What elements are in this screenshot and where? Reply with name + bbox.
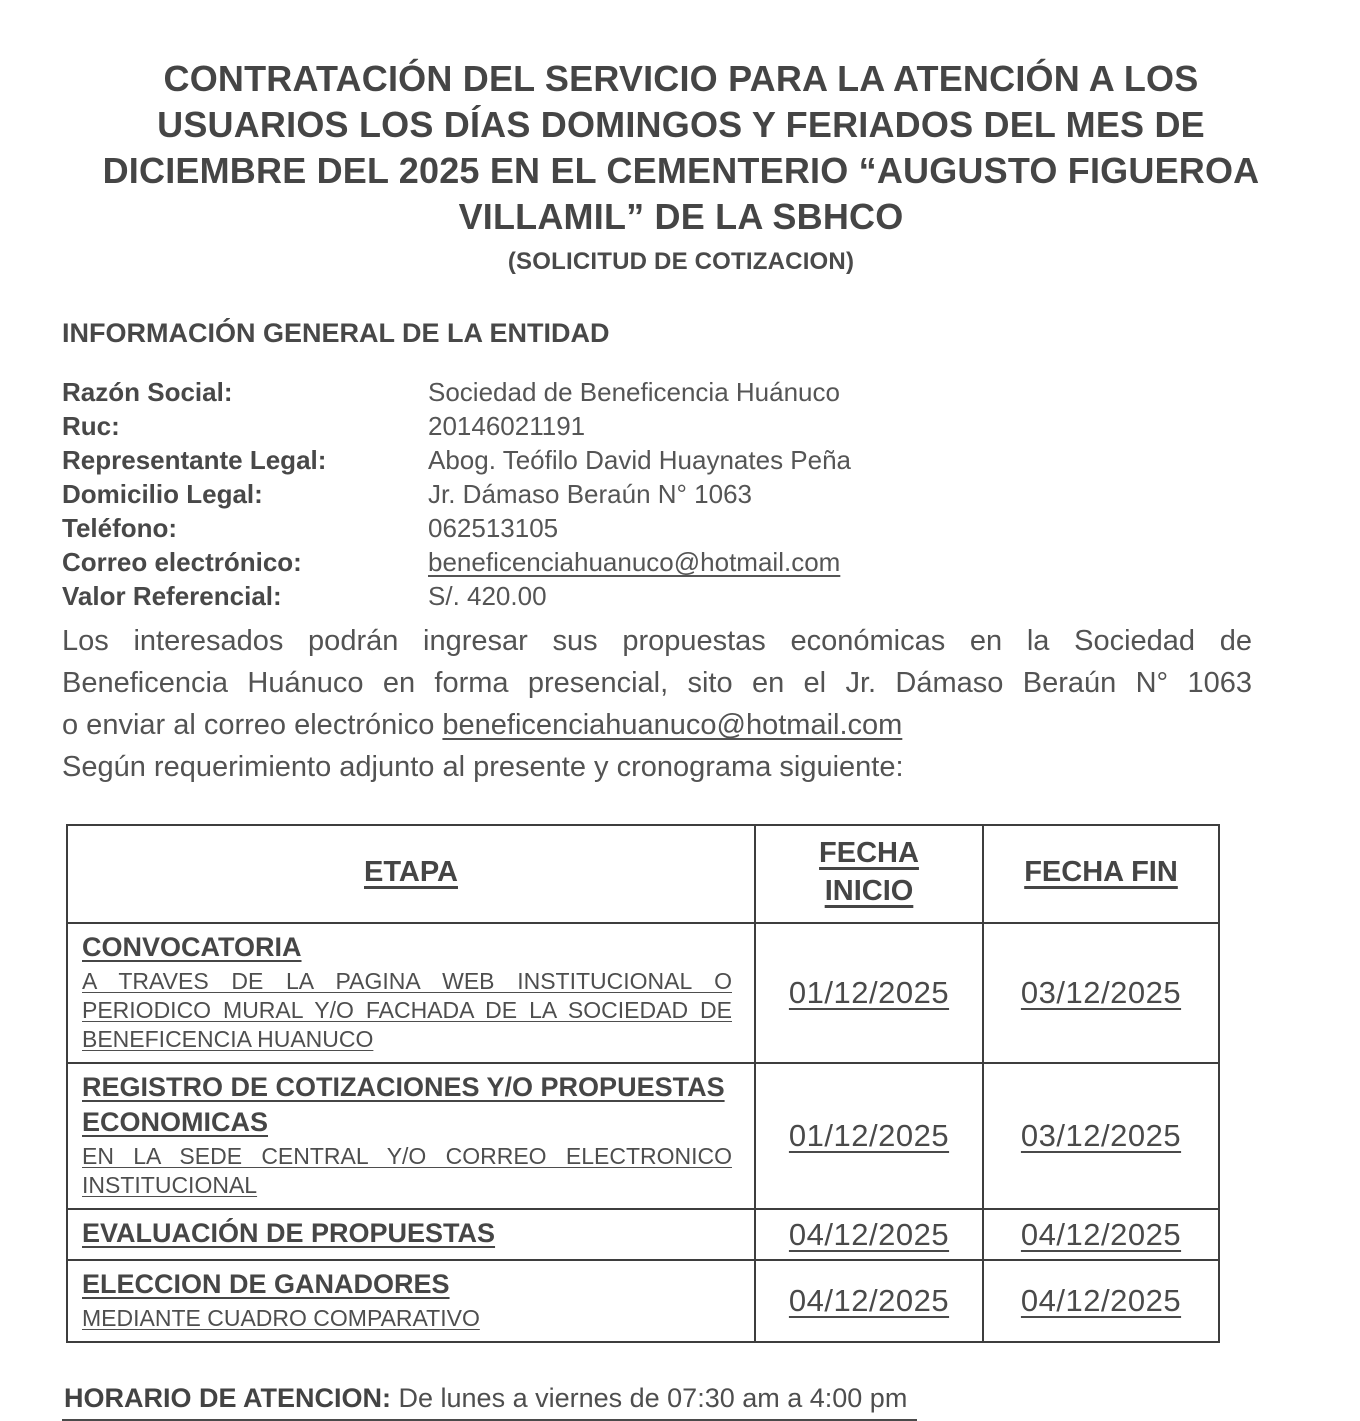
schedule-table [66, 824, 1220, 1343]
info-value: 20146021191 [428, 411, 586, 441]
info-label: Teléfono: [62, 513, 178, 543]
attention-hours-label: HORARIO DE ATENCION: [64, 1383, 391, 1413]
table-row-registro [67, 1063, 1219, 1209]
fecha-inicio-cell: 01/12/2025 [755, 923, 983, 1063]
stage-detail: MEDIANTE CUADRO COMPARATIVO [82, 1305, 480, 1331]
header-fecha-fin: FECHA FIN [983, 825, 1219, 923]
attention-hours-value: De lunes a viernes de 07:30 am a 4:00 pm [391, 1383, 908, 1413]
info-row-ruc [62, 409, 1300, 443]
stage-detail: A TRAVES DE LA PAGINA WEB INSTITUCIONAL O PERIODICO MURAL Y/O FACHADA DE LA SOCIEDAD DE BENEFICENCIA HUANUCO [82, 968, 732, 1052]
attention-hours-row [62, 1343, 1300, 1421]
fecha-inicio-cell: 04/12/2025 [755, 1260, 983, 1342]
attention-hours [62, 1383, 917, 1421]
info-value-email: beneficenciahuanuco@hotmail.com [428, 547, 841, 577]
fecha-fin-cell: 04/12/2025 [983, 1209, 1219, 1260]
info-value: 062513105 [428, 513, 559, 543]
document-title [74, 56, 1289, 276]
stage-title: EVALUACIÓN DE PROPUESTAS [82, 1218, 496, 1248]
info-row-correo-electronico [62, 545, 1300, 579]
paragraph-line-1: Los interesados podrán ingresar sus propuestas económicas en la Sociedad de [62, 625, 1252, 657]
stage-cell [67, 1063, 755, 1209]
stage-title: CONVOCATORIA [82, 932, 302, 962]
info-row-telefono [62, 511, 1300, 545]
info-row-valor-referencial [62, 579, 1300, 613]
fecha-inicio-cell: 04/12/2025 [755, 1209, 983, 1260]
paragraph-email: beneficenciahuanuco@hotmail.com [442, 709, 903, 741]
info-value: Sociedad de Beneficencia Huánuco [428, 377, 840, 407]
stage-detail: EN LA SEDE CENTRAL Y/O CORREO ELECTRONICO INSTITUCIONAL [82, 1143, 732, 1198]
fecha-fin-cell: 03/12/2025 [983, 923, 1219, 1063]
title-line-3: DICIEMBRE DEL 2025 EN EL CEMENTERIO “AUGUSTO FIGUEROA [102, 150, 1260, 191]
info-label: Representante Legal: [62, 445, 327, 475]
info-label: Razón Social: [62, 377, 233, 407]
fecha-inicio-cell: 01/12/2025 [755, 1063, 983, 1209]
title-line-4: VILLAMIL” DE LA SBHCO [458, 196, 904, 237]
info-value: Jr. Dámaso Beraún N° 1063 [428, 479, 753, 509]
info-label: Valor Referencial: [62, 581, 282, 611]
header-fecha-inicio: FECHA INICIO [755, 825, 983, 923]
title-line-1: CONTRATACIÓN DEL SERVICIO PARA LA ATENCIÓN A LOS [163, 58, 1199, 99]
paragraph-line-3-text: o enviar al correo electrónico [62, 709, 443, 741]
info-label: Correo electrónico: [62, 547, 302, 577]
entity-info-list [62, 375, 1300, 613]
info-row-domicilio-legal [62, 477, 1300, 511]
table-row-eleccion [67, 1260, 1219, 1342]
info-value: S/. 420.00 [428, 581, 547, 611]
paragraph-line-3 [62, 704, 1252, 746]
info-label: Ruc: [62, 411, 120, 441]
fecha-fin-cell: 03/12/2025 [983, 1063, 1219, 1209]
info-row-razon-social [62, 375, 1300, 409]
header-etapa: ETAPA [67, 825, 755, 923]
info-row-representante-legal [62, 443, 1300, 477]
stage-cell [67, 923, 755, 1063]
stage-title: REGISTRO DE COTIZACIONES Y/O PROPUESTAS ECONOMICAS [82, 1072, 725, 1137]
entity-info-heading: INFORMACIÓN GENERAL DE LA ENTIDAD [62, 318, 610, 348]
fecha-fin-cell: 04/12/2025 [983, 1260, 1219, 1342]
table-row-evaluacion [67, 1209, 1219, 1260]
intro-paragraph [62, 620, 1252, 788]
title-line-2: USUARIOS LOS DÍAS DOMINGOS Y FERIADOS DEL MES DE [157, 104, 1205, 145]
schedule-header-row [67, 825, 1219, 923]
paragraph-line-2: Beneficencia Huánuco en forma presencial, sito en el Jr. Dámaso Beraún N° 1063 [62, 667, 1252, 699]
stage-cell [67, 1209, 755, 1260]
info-label: Domicilio Legal: [62, 479, 263, 509]
stage-cell [67, 1260, 755, 1342]
table-row-convocatoria [67, 923, 1219, 1063]
info-value: Abog. Teófilo David Huaynates Peña [428, 445, 852, 475]
paragraph-line-4: Según requerimiento adjunto al presente y cronograma siguiente: [62, 751, 904, 783]
document-subtitle: (SOLICITUD DE COTIZACION) [507, 248, 855, 275]
stage-title: ELECCION DE GANADORES [82, 1269, 450, 1299]
